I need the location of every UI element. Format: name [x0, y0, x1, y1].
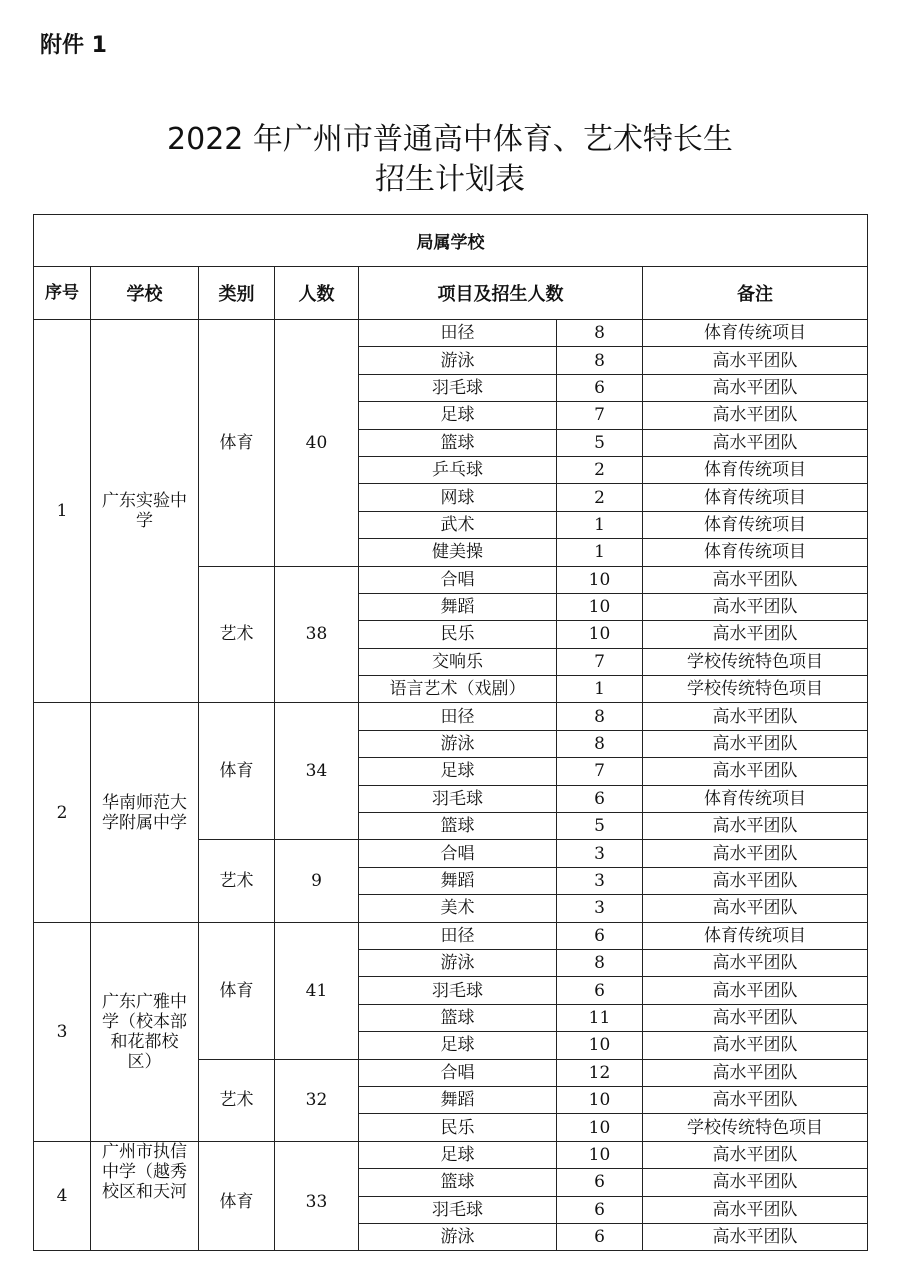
item-remark: 高水平团队 [643, 621, 868, 648]
item-name: 语言艺术（戏剧） [359, 676, 557, 703]
item-count: 1 [557, 676, 643, 703]
item-count: 7 [557, 648, 643, 675]
item-count: 5 [557, 813, 643, 840]
item-remark: 高水平团队 [643, 977, 868, 1004]
count-cell: 38 [275, 566, 359, 703]
table-row [34, 703, 868, 730]
item-count: 2 [557, 484, 643, 511]
item-remark: 高水平团队 [643, 1086, 868, 1113]
page-subtitle: 招生计划表 [375, 162, 525, 197]
item-remark: 高水平团队 [643, 374, 868, 401]
item-remark: 高水平团队 [643, 347, 868, 374]
item-name: 足球 [359, 1032, 557, 1059]
item-name: 民乐 [359, 621, 557, 648]
item-name: 羽毛球 [359, 977, 557, 1004]
item-count: 11 [557, 1004, 643, 1031]
item-name: 舞蹈 [359, 593, 557, 620]
enrollment-plan-table [33, 214, 868, 1251]
header-seq: 序号 [34, 267, 91, 320]
item-name: 健美操 [359, 539, 557, 566]
item-count: 6 [557, 785, 643, 812]
item-name: 交响乐 [359, 648, 557, 675]
item-remark: 高水平团队 [643, 867, 868, 894]
item-name: 篮球 [359, 429, 557, 456]
item-name: 游泳 [359, 347, 557, 374]
item-count: 10 [557, 1114, 643, 1141]
count-cell: 40 [275, 320, 359, 567]
item-name: 乒乓球 [359, 456, 557, 483]
category-cell: 艺术 [199, 1059, 275, 1141]
item-count: 5 [557, 429, 643, 456]
item-count: 10 [557, 593, 643, 620]
item-name: 舞蹈 [359, 1086, 557, 1113]
item-remark: 体育传统项目 [643, 922, 868, 949]
item-remark: 高水平团队 [643, 758, 868, 785]
attachment-label: 附件 1 [40, 33, 107, 58]
item-name: 羽毛球 [359, 1196, 557, 1223]
item-count: 6 [557, 1223, 643, 1250]
item-remark: 高水平团队 [643, 1196, 868, 1223]
school-name: 广东广雅中学（校本部和花都校区） [91, 922, 199, 1141]
item-remark: 高水平团队 [643, 813, 868, 840]
school-seq: 3 [34, 922, 91, 1141]
item-name: 田径 [359, 703, 557, 730]
item-count: 7 [557, 402, 643, 429]
table-row [34, 922, 868, 949]
item-name: 篮球 [359, 1169, 557, 1196]
table-row [34, 1141, 868, 1168]
item-count: 10 [557, 566, 643, 593]
item-remark: 体育传统项目 [643, 456, 868, 483]
item-remark: 高水平团队 [643, 730, 868, 757]
item-remark: 高水平团队 [643, 1032, 868, 1059]
header-school: 学校 [91, 267, 199, 320]
item-count: 6 [557, 374, 643, 401]
item-remark: 高水平团队 [643, 1004, 868, 1031]
item-remark: 高水平团队 [643, 949, 868, 976]
item-count: 1 [557, 539, 643, 566]
category-cell: 艺术 [199, 566, 275, 703]
item-count: 6 [557, 922, 643, 949]
category-cell: 体育 [199, 922, 275, 1059]
school-seq: 1 [34, 320, 91, 703]
item-remark: 高水平团队 [643, 703, 868, 730]
item-count: 10 [557, 621, 643, 648]
item-remark: 高水平团队 [643, 1141, 868, 1168]
item-name: 武术 [359, 511, 557, 538]
item-name: 田径 [359, 320, 557, 347]
item-count: 3 [557, 867, 643, 894]
item-count: 8 [557, 703, 643, 730]
item-name: 民乐 [359, 1114, 557, 1141]
item-remark: 高水平团队 [643, 840, 868, 867]
item-count: 2 [557, 456, 643, 483]
item-count: 3 [557, 840, 643, 867]
item-count: 1 [557, 511, 643, 538]
item-remark: 体育传统项目 [643, 484, 868, 511]
item-name: 足球 [359, 1141, 557, 1168]
count-cell: 34 [275, 703, 359, 840]
item-count: 6 [557, 1169, 643, 1196]
item-remark: 学校传统特色项目 [643, 676, 868, 703]
item-name: 足球 [359, 758, 557, 785]
item-remark: 高水平团队 [643, 895, 868, 922]
category-cell: 艺术 [199, 840, 275, 922]
item-remark: 高水平团队 [643, 429, 868, 456]
item-count: 12 [557, 1059, 643, 1086]
item-count: 10 [557, 1032, 643, 1059]
item-name: 合唱 [359, 1059, 557, 1086]
item-count: 10 [557, 1141, 643, 1168]
item-count: 6 [557, 1196, 643, 1223]
count-cell: 9 [275, 840, 359, 922]
count-cell: 32 [275, 1059, 359, 1141]
item-name: 羽毛球 [359, 374, 557, 401]
header-remark: 备注 [643, 267, 868, 320]
item-count: 3 [557, 895, 643, 922]
item-name: 足球 [359, 402, 557, 429]
header-items: 项目及招生人数 [359, 267, 643, 320]
category-cell: 体育 [199, 1141, 275, 1251]
item-remark: 体育传统项目 [643, 511, 868, 538]
item-name: 篮球 [359, 813, 557, 840]
page-title: 2022 年广州市普通高中体育、艺术特长生 [167, 122, 733, 157]
school-name: 广东实验中学 [91, 320, 199, 703]
category-cell: 体育 [199, 703, 275, 840]
item-count: 10 [557, 1086, 643, 1113]
item-remark: 高水平团队 [643, 566, 868, 593]
category-cell: 体育 [199, 320, 275, 567]
item-remark: 体育传统项目 [643, 539, 868, 566]
table-row [34, 320, 868, 347]
item-name: 游泳 [359, 1223, 557, 1250]
item-count: 7 [557, 758, 643, 785]
item-count: 8 [557, 949, 643, 976]
item-count: 6 [557, 977, 643, 1004]
item-name: 羽毛球 [359, 785, 557, 812]
item-remark: 学校传统特色项目 [643, 648, 868, 675]
item-remark: 学校传统特色项目 [643, 1114, 868, 1141]
item-remark: 高水平团队 [643, 593, 868, 620]
school-name: 华南师范大学附属中学 [91, 703, 199, 922]
item-count: 8 [557, 320, 643, 347]
item-remark: 高水平团队 [643, 1169, 868, 1196]
school-name: 广州市执信中学（越秀校区和天河 [91, 1141, 199, 1251]
item-name: 合唱 [359, 566, 557, 593]
count-cell: 41 [275, 922, 359, 1059]
item-name: 美术 [359, 895, 557, 922]
header-count: 人数 [275, 267, 359, 320]
header-category: 类别 [199, 267, 275, 320]
school-seq: 4 [34, 1141, 91, 1251]
item-remark: 体育传统项目 [643, 785, 868, 812]
item-name: 网球 [359, 484, 557, 511]
item-name: 游泳 [359, 949, 557, 976]
item-remark: 高水平团队 [643, 1223, 868, 1250]
school-seq: 2 [34, 703, 91, 922]
item-remark: 高水平团队 [643, 1059, 868, 1086]
item-name: 游泳 [359, 730, 557, 757]
item-name: 合唱 [359, 840, 557, 867]
count-cell: 33 [275, 1141, 359, 1251]
item-name: 篮球 [359, 1004, 557, 1031]
item-name: 舞蹈 [359, 867, 557, 894]
item-name: 田径 [359, 922, 557, 949]
item-count: 8 [557, 730, 643, 757]
bureau-header: 局属学校 [34, 215, 868, 267]
item-count: 8 [557, 347, 643, 374]
item-remark: 体育传统项目 [643, 320, 868, 347]
item-remark: 高水平团队 [643, 402, 868, 429]
